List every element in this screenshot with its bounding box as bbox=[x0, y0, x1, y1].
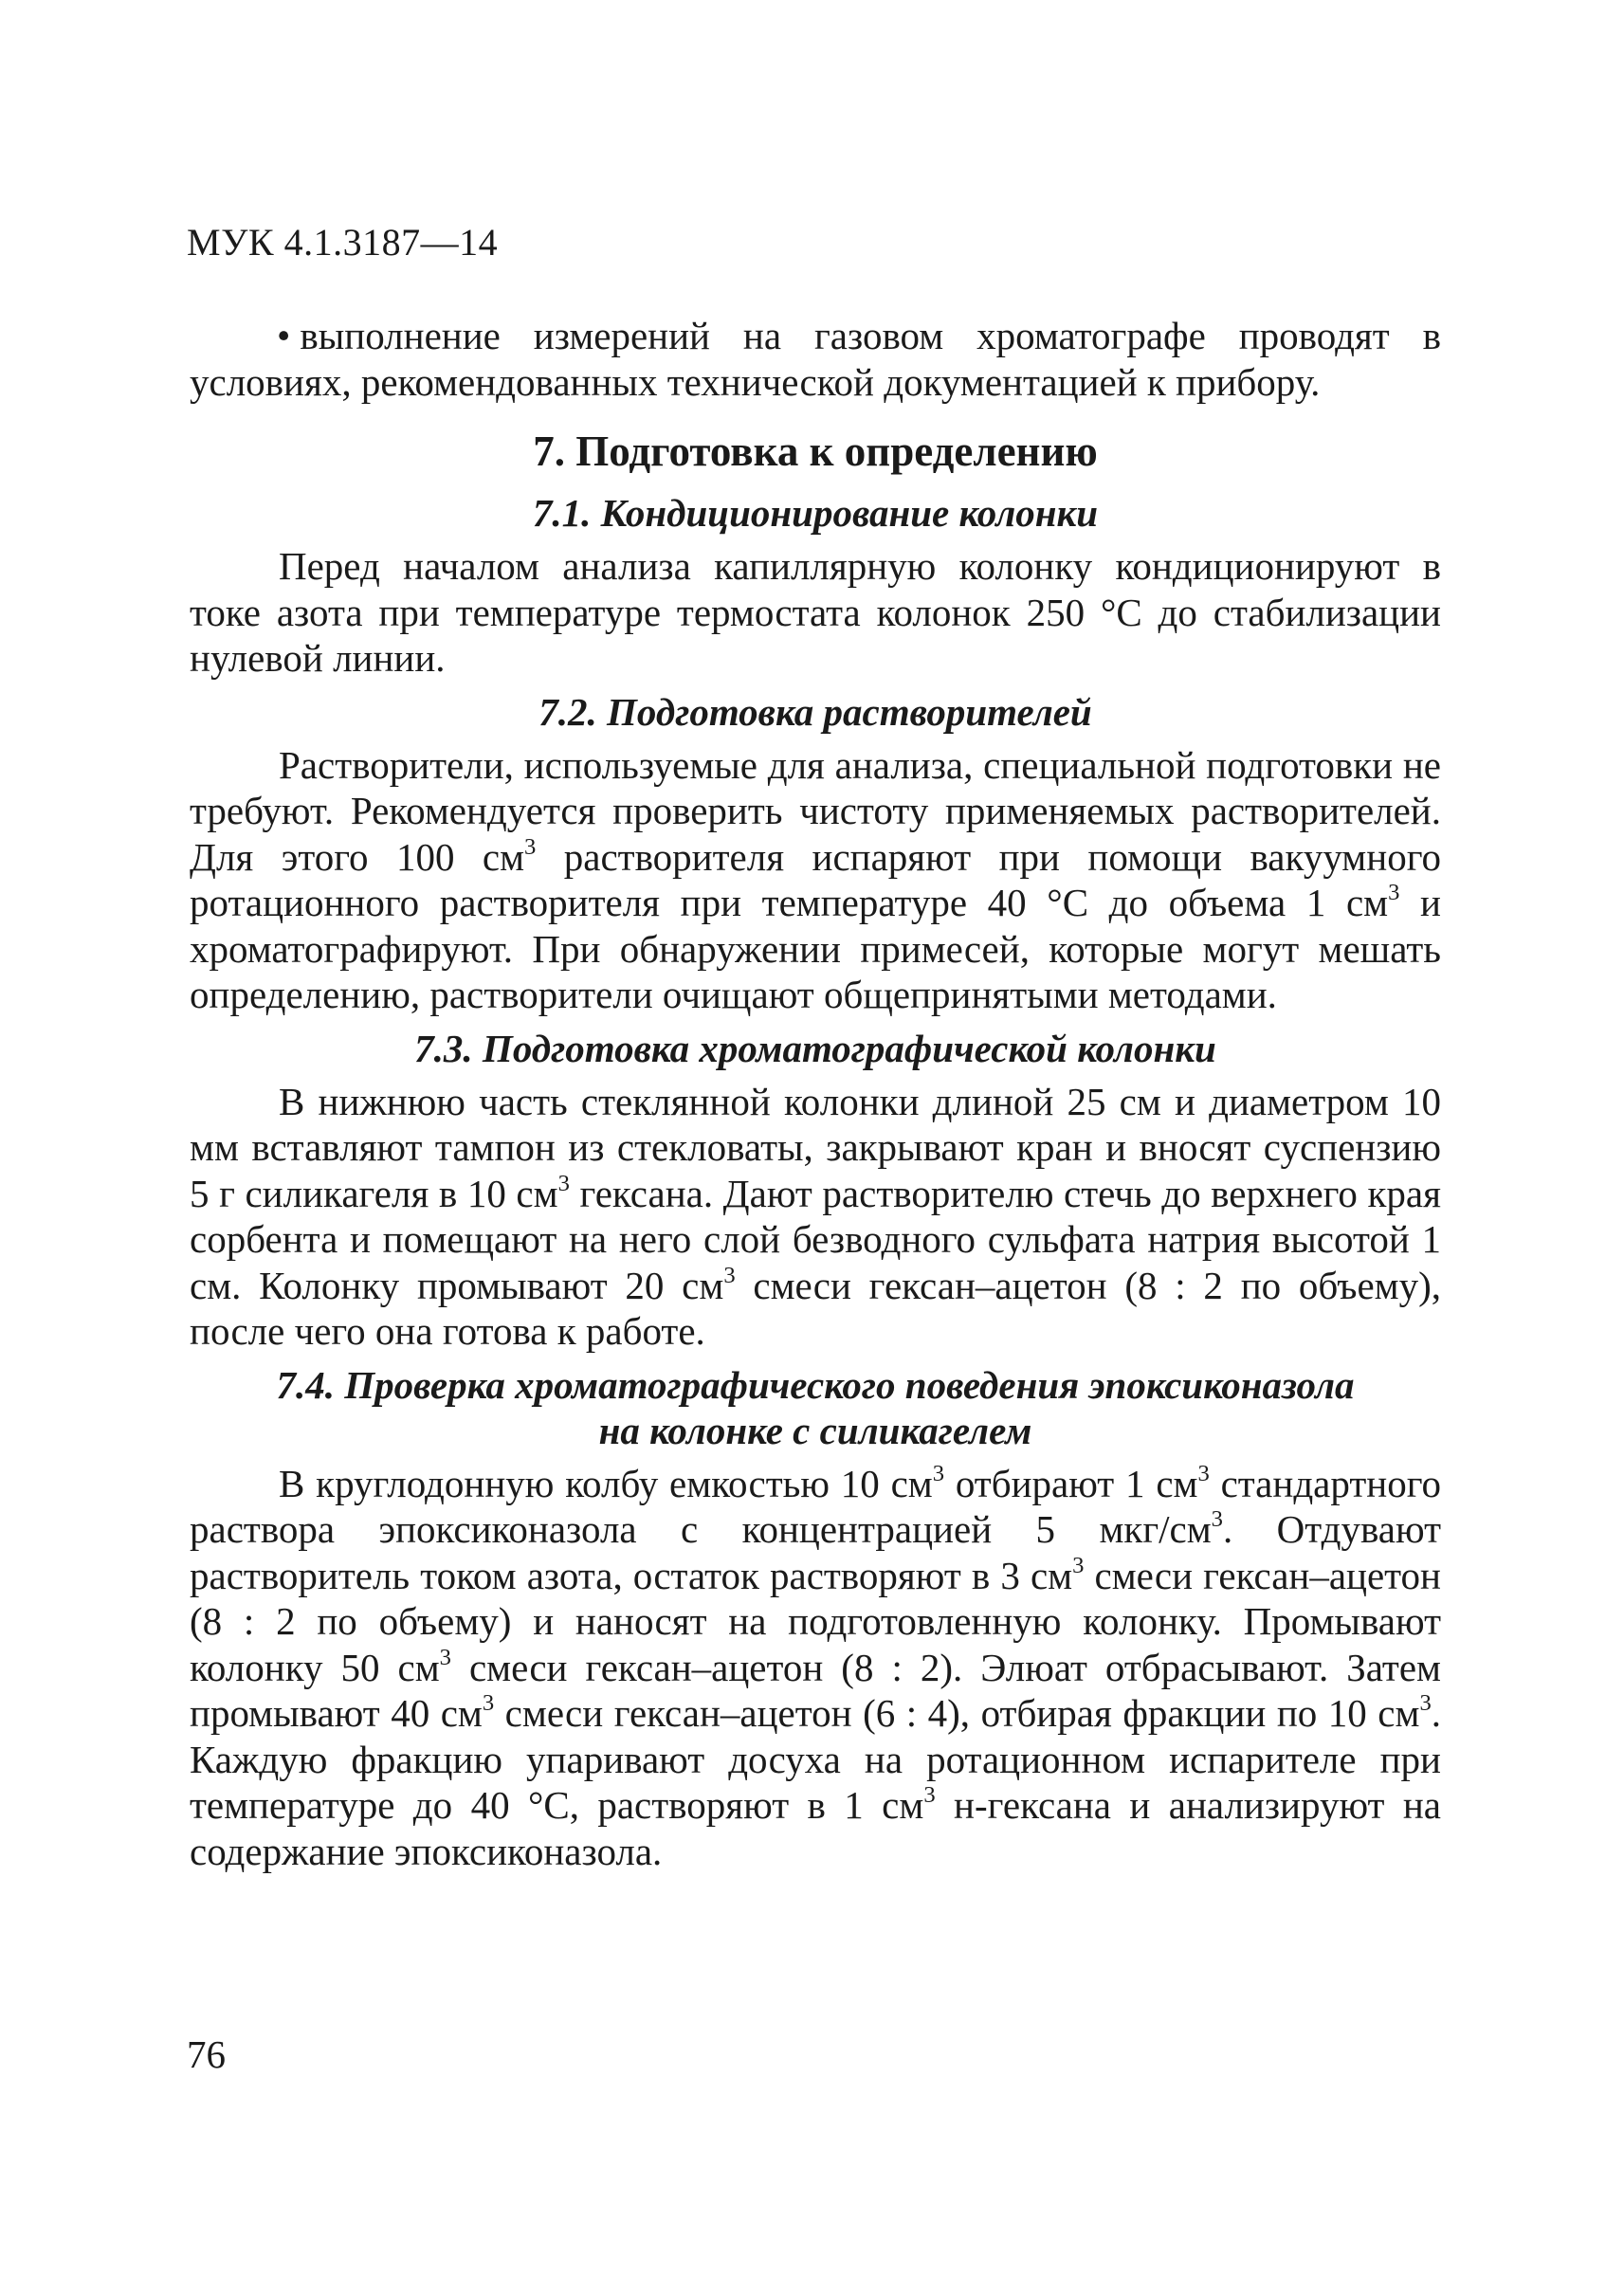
subsection-7-2-title: 7.2. Подготовка растворителей bbox=[538, 689, 1092, 734]
bullet-icon: • bbox=[277, 314, 291, 357]
subsection-7-1-text: Перед началом анализа капиллярную колонку кондиционируют в токе азота при температуре термостата колонок 250 °С до стабилизации нулевой линии. bbox=[190, 544, 1441, 680]
subsection-7-4-title bbox=[190, 1362, 1441, 1453]
page-content bbox=[190, 313, 1441, 1874]
subsection-7-3-text: В нижнюю часть стеклянной колонки длиной 25 см и диаметром 10 мм вставляют тампон из стекловаты, закрывают кран и вносят суспензию 5 г силикагеля в 10 $см^3$ гексана. Дают растворителю стечь до верхнего края сорбента и помещают на него слой безводного сульфата натрия высотой 1 см. Колонку промывают 20 $см^3$ смеси гексан–ацетон (8 : 2 по объему), после чего она готова к работе. bbox=[190, 1079, 1441, 1353]
document-code-header: МУК 4.1.3187—14 bbox=[187, 221, 499, 264]
section-7-title: 7. Подготовка к определению bbox=[533, 428, 1098, 475]
subsection-7-2-text: Растворители, используемые для анализа, специальной подготовки не требуют. Рекомендуется проверить чистоту применяемых растворителей. Для этого 100 $см^3$ растворителя испаряют при помощи вакуумного ротационного растворителя при температуре 40 °С до объема 1 $см^3$ и хроматографируют. При обнаружении примесей, которые могут мешать определению, растворители очищают общепринятыми методами. bbox=[190, 742, 1441, 1016]
bullet-paragraph bbox=[190, 313, 1441, 405]
subsection-7-4-text: В круглодонную колбу емкостью 10 $см^3$ отбирают 1 $см^3$ стандартного раствора эпоксиконазола с концентрацией 5 мкг/$см^3$. Отдувают растворитель током азота, остаток растворяют в 3 $см^3$ смеси гексан–ацетон (8 : 2 по объему) и наносят на подготовленную колонку. Промывают колонку 50 $см^3$ смеси гексан–ацетон (8 : 2). Элюат отбрасывают. Затем промывают 40 $см^3$ смеси гексан–ацетон (6 : 4), отбирая фракции по 10 $см^3$. Каждую фракцию упаривают досуха на ротационном испарителе при температуре до 40 °С, растворяют в 1 $см^3$ н-гексана и анализируют на содержание эпоксиконазола. bbox=[190, 1460, 1442, 1873]
subsection-7-1-title: 7.1. Кондиционирование колонки bbox=[532, 491, 1099, 535]
subsection-7-4-title-line2: на колонке с силикагелем bbox=[598, 1408, 1032, 1452]
subsection-7-3-title: 7.3. Подготовка хроматографической колонки bbox=[414, 1026, 1216, 1070]
bullet-text: выполнение измерений на газовом хроматографе проводят в условиях, рекомендованных технической документацией к прибору. bbox=[190, 314, 1441, 404]
subsection-7-4-title-line1: 7.4. Проверка хроматографического поведения эпоксиконазола bbox=[276, 1362, 1355, 1407]
page-number: 76 bbox=[187, 2032, 226, 2076]
